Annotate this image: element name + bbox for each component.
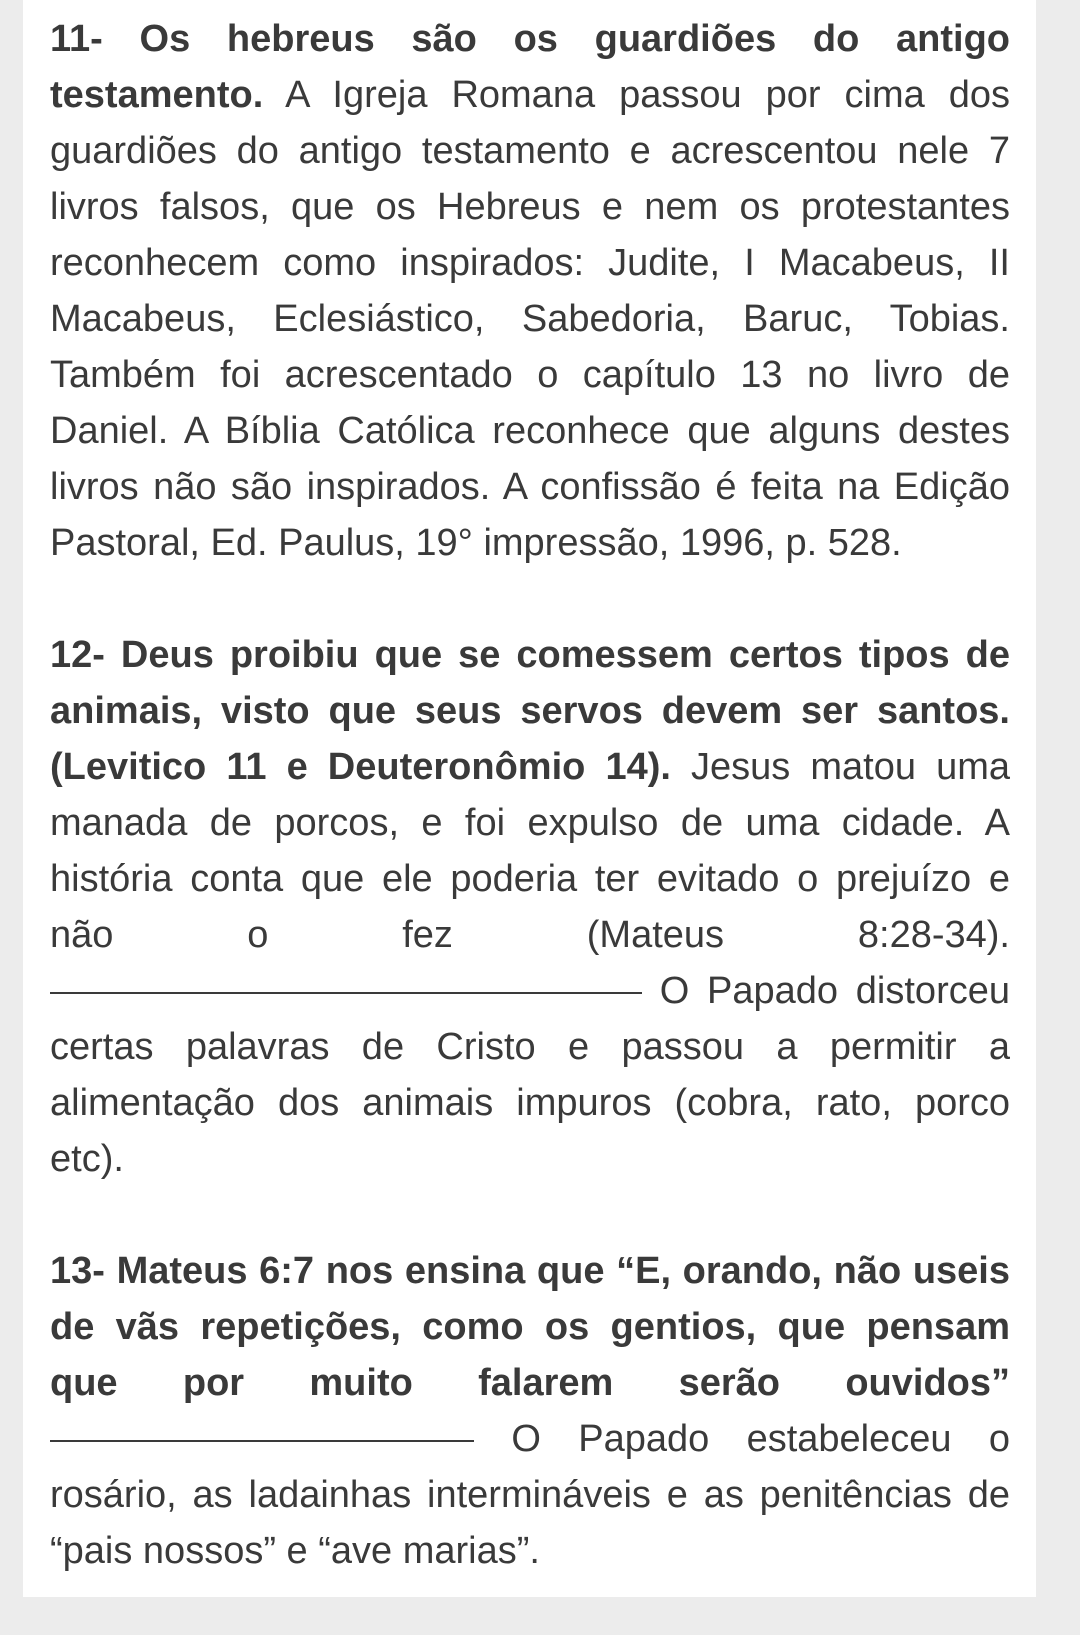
section-13-separator (50, 1440, 474, 1442)
section-12 (50, 627, 1010, 1187)
section-11-body: A Igreja Romana passou por cima dos guardiões do antigo testamento e acrescentou nele 7 livros falsos, que os Hebreus e nem os protestantes reconhecem como inspirados: Judite, I Macabeus, II Macabeus, Eclesiástico, Sabedoria, Baruc, Tobias. Também foi acrescentado o capítulo 13 no livro de Daniel. A Bíblia Católica reconhece que alguns destes livros não são inspirados. A confissão é feita na Edição Pastoral, Ed. Paulus, 19° impressão, 1996, p. 528. (50, 74, 1010, 564)
section-13-heading: 13- Mateus 6:7 nos ensina que “E, orando, não useis de vãs repetições, como os gentios, que pensam que por muito falarem serão ouvidos” (50, 1250, 1010, 1404)
section-12-body-after: O Papado distorceu certas palavras de Cristo e passou a permitir a alimentação dos animais impuros (cobra, rato, porco etc). (50, 970, 1010, 1180)
document-page (23, 0, 1036, 1597)
section-12-body-before: Jesus matou uma manada de porcos, e foi expulso de uma cidade. A história conta que ele poderia ter evitado o prejuízo e não o fez (Mateus 8:28-34). (50, 746, 1011, 956)
section-11-heading: 11- Os hebreus são os guardiões do antigo testamento. (50, 18, 1010, 116)
section-12-separator (50, 992, 642, 994)
section-13-body: O Papado estabeleceu o rosário, as ladainhas intermináveis e as penitências de “pais nossos” e “ave marias”. (50, 1418, 1010, 1572)
section-13 (50, 1243, 1010, 1579)
section-11 (50, 11, 1010, 571)
article-body (50, 11, 1010, 1635)
section-12-heading: 12- Deus proibiu que se comessem certos tipos de animais, visto que seus servos devem ser santos. (Levitico 11 e Deuteronômio 14). (50, 634, 1010, 788)
